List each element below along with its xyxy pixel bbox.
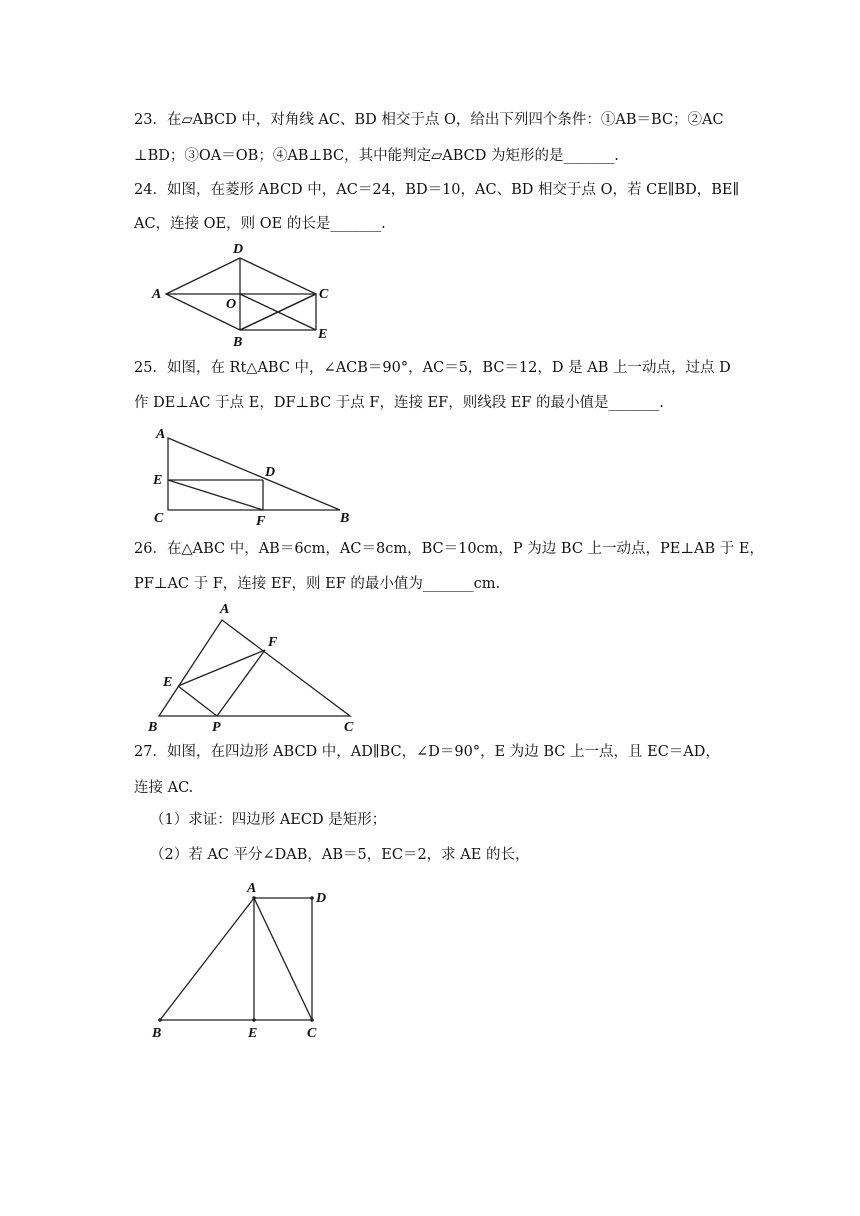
label-c: C: [344, 720, 354, 735]
label-c: C: [154, 511, 164, 526]
problem-23-line-2: ⊥BD；③OA＝OB；④AB⊥BC，其中能判定▱ABCD 为矩形的是_______.: [134, 148, 619, 164]
point-d: [310, 896, 314, 900]
label-c: C: [319, 287, 329, 302]
label-d: D: [316, 891, 327, 906]
label-c: C: [307, 1026, 317, 1041]
label-a: A: [220, 602, 230, 617]
triangle-abc-figure: [142, 600, 372, 736]
label-b: B: [152, 1026, 162, 1041]
triangle-abc: [159, 620, 350, 716]
label-a: A: [156, 427, 166, 442]
problem-27-part-1: （1）求证：四边形 AECD 是矩形；: [150, 812, 387, 828]
label-e: E: [163, 675, 173, 690]
segment-ef: [168, 480, 263, 510]
label-d: D: [265, 465, 276, 480]
point-a: [252, 896, 256, 900]
problem-25-line-2: 作 DE⊥AC 于点 E，DF⊥BC 于点 F，连接 EF，则线段 EF 的最小值是_______.: [134, 395, 664, 411]
problem-23-line-1: 23．在▱ABCD 中，对角线 AC、BD 相交于点 O，给出下列四个条件：①AB＝BC；②AC: [134, 112, 724, 128]
label-b: B: [340, 511, 350, 526]
label-o: O: [226, 297, 237, 312]
point-e: [252, 1018, 256, 1022]
label-e: E: [318, 327, 328, 342]
label-a: A: [152, 287, 162, 302]
point-b: [158, 1018, 162, 1022]
label-b: B: [233, 335, 243, 350]
quadrilateral-figure: [146, 878, 346, 1046]
label-b: B: [148, 720, 158, 735]
label-d: D: [233, 242, 244, 257]
label-p: P: [212, 720, 221, 735]
label-a: A: [247, 881, 257, 896]
segment-pe: [178, 686, 217, 716]
problem-27-line-2: 连接 AC.: [134, 780, 194, 796]
rhombus-figure: [140, 238, 360, 348]
problem-27-part-2: （2）若 AC 平分∠DAB，AB＝5，EC＝2，求 AE 的长，: [150, 847, 530, 863]
label-f: F: [268, 635, 278, 650]
label-f: F: [256, 514, 266, 529]
problem-24-line-1: 24．如图，在菱形 ABCD 中，AC＝24，BD＝10，AC、BD 相交于点 O，若 CE∥BD，BE∥: [134, 182, 740, 198]
problem-26-line-2: PF⊥AC 于 F，连接 EF，则 EF 的最小值为_______cm.: [134, 576, 501, 592]
problem-24-line-2: AC，连接 OE，则 OE 的长是_______.: [134, 216, 386, 232]
problem-25-line-1: 25．如图，在 Rt△ABC 中，∠ACB＝90°，AC＝5，BC＝12，D 是 AB 上一动点，过点 D: [134, 360, 731, 376]
problem-26-line-1: 26．在△ABC 中，AB＝6cm，AC＝8cm，BC＝10cm，P 为边 BC 上一动点，PE⊥AB 于 E，: [134, 541, 764, 557]
label-e: E: [153, 473, 163, 488]
point-c: [310, 1018, 314, 1022]
right-triangle-figure: [148, 422, 368, 528]
triangle-acb: [168, 438, 340, 510]
triangle-abc-27: [160, 898, 312, 1020]
label-e: E: [248, 1026, 258, 1041]
problem-27-line-1: 27．如图，在四边形 ABCD 中，AD∥BC，∠D＝90°，E 为边 BC 上一点，且 EC＝AD，: [134, 744, 720, 760]
